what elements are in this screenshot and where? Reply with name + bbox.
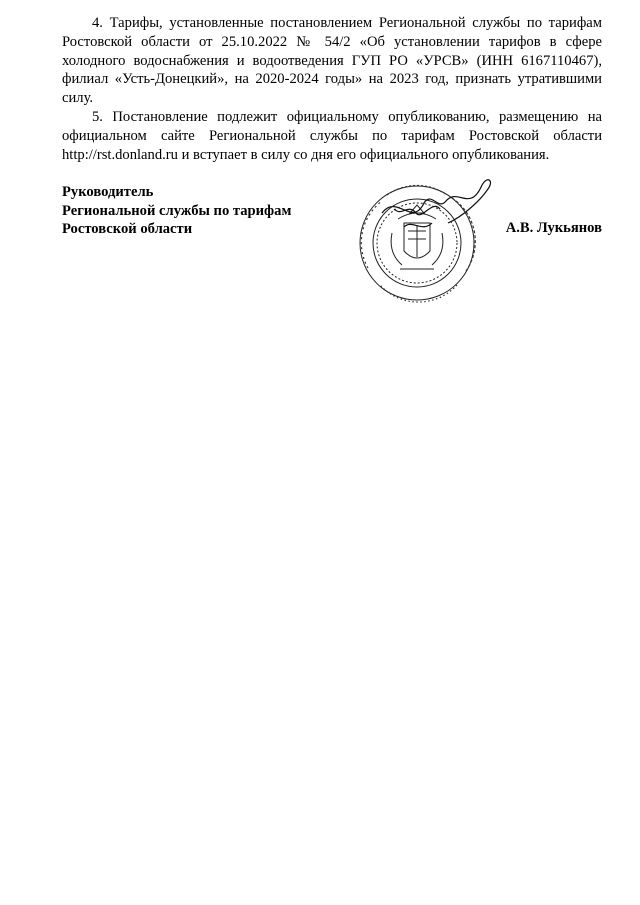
signature-block: [62, 183, 602, 323]
document-body: [62, 14, 602, 164]
paragraph-5: 5. Постановление подлежит официальному опубликованию, размещению на официальном сайте Региональной службы по тарифам Ростовской области http://rst.donland.ru и вступает в силу со дня его официального опубликования.: [62, 108, 602, 163]
signatory-title-line: Региональной службы по тарифам: [62, 202, 292, 219]
signatory-title-line: Ростовской области: [62, 221, 193, 238]
signatory-title: [62, 183, 291, 239]
official-seal-stamp: [342, 173, 512, 303]
signatory-title-line: Руководитель: [62, 184, 154, 200]
paragraph-4: 4. Тарифы, установленные постановлением Региональной службы по тарифам Ростовской области от 25.10.2022 № 54/2 «Об установлении тарифов в сфере холодного водоснабжения и водоотведения ГУП РО «УРСВ» (ИНН 6167110467), филиал «Усть-Донецкий», на 2020-2024 годы» на 2023 год, признать утратившими силу.: [62, 15, 602, 107]
seal-signature-graphic: [342, 173, 512, 303]
signatory-name: А.В. Лукьянов: [505, 220, 602, 236]
